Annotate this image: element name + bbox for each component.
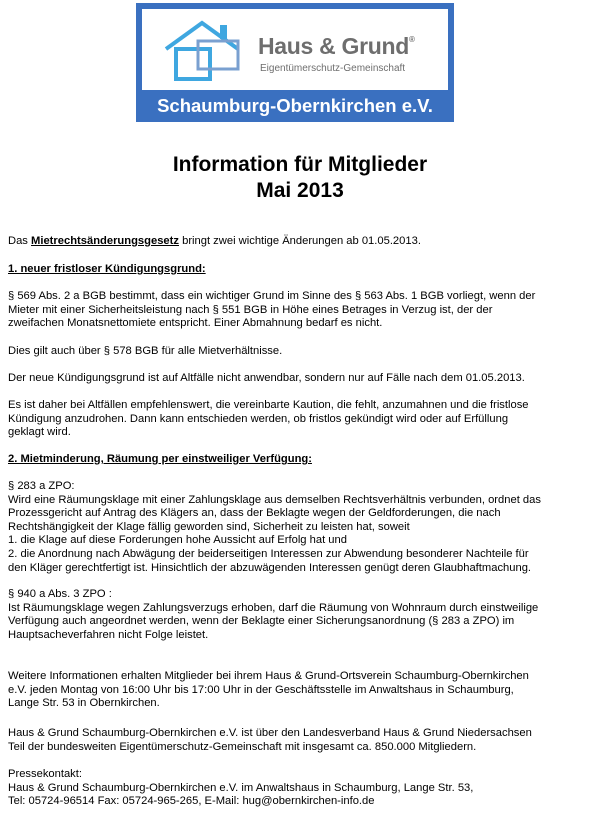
law-name: Mietrechtsänderungsgesetz [31,235,179,247]
text-line: Prozessgericht auf Antrag des Klägers an, dass der Beklagte wegen der Geldforderungen, die nach [8,507,501,520]
section2-paragraph-1 [8,480,593,575]
logo-brand: Haus & Grund® [258,33,415,59]
text-line: 2. die Anordnung nach Abwägung der beiderseitigen Interessen zur Abwendung besonderer Nachteile für [8,547,529,560]
text-line: Weitere Informationen erhalten Mitglieder bei ihrem Haus & Grund-Ortsverein Schaumburg-Obernkirchen [8,670,529,682]
page-title [0,152,600,204]
text-line: Hauptsacheverfahren nicht Folge leistet. [8,628,209,641]
logo-tagline: Eigentümerschutz-Gemeinschaft [260,63,406,74]
section1-paragraph-4 [8,399,593,440]
section1-paragraph-2: Dies gilt auch über § 578 BGB für alle Mietverhältnisse. [8,345,283,357]
association-paragraph [8,727,593,754]
text-line: Tel: 05724-96514 Fax: 05724-965-265, E-Mail: hug@obernkirchen-info.de [8,795,375,808]
section2-paragraph-2 [8,588,593,642]
section1-heading: 1. neuer fristloser Kündigungsgrund: [8,263,206,275]
intro-paragraph [8,235,593,249]
text-line: Lange Str. 53 in Obernkirchen. [8,697,160,710]
text-line: Es ist daher bei Altfällen empfehlenswert, die vereinbarte Kaution, die fehlt, anzumahnen und die fristlose [8,399,529,411]
section1-paragraph-1 [8,290,593,331]
organization-logo [136,3,454,122]
text-line: § 569 Abs. 2 a BGB bestimmt, dass ein wichtiger Grund im Sinne des § 563 Abs. 1 BGB vorliegt, wenn der [8,290,536,302]
text-line: § 283 a ZPO: [8,480,75,492]
text-line: Rechtshängigkeit der Klage fällig geworden sind, Sicherheit zu leisten hat, soweit [8,520,410,533]
text-line: Mieter mit einer Sicherheitsleistung nach § 551 BGB in Höhe eines Betrages in Verzug ist, der der [8,303,493,316]
text-line: Kündigung anzudrohen. Dann kann entschieden werden, ob fristlos gekündigt wird oder auf Erfüllung [8,412,509,425]
intro-prefix: Das [8,235,32,247]
logo-organization-name: Schaumburg-Obernkirchen e.V. [157,95,433,116]
text-line: Haus & Grund Schaumburg-Obernkirchen e.V. ist über den Landesverband Haus & Grund Niedersachsen [8,727,532,739]
text-line: Haus & Grund Schaumburg-Obernkirchen e.V. im Anwaltshaus in Schaumburg, Lange Str. 53, [8,781,474,794]
intro-suffix: bringt zwei wichtige Änderungen ab 01.05.2013. [178,235,421,247]
press-contact [8,768,593,809]
section2-heading: 2. Mietminderung, Räumung per einstweiliger Verfügung: [8,453,312,465]
text-line: zweifachen Monatsnettomiete entspricht. Einer Abmahnung bedarf es nicht. [8,317,383,330]
text-line: Verfügung auch angeordnet werden, wenn der Beklagte einer Sicherungsanordnung (§ 283 a ZPO) im [8,615,515,628]
text-line: Pressekontakt: [8,768,82,780]
logo-top-panel [142,9,448,90]
info-paragraph [8,670,593,711]
text-line: Wird eine Räumungsklage mit einer Zahlungsklage aus demselben Rechtsverhältnis verbunden, ordnet das [8,493,541,506]
text-line: den Kläger gerechtfertigt ist. Hinsichtlich der abzuwägenden Interessen genügt deren Glaubhaftmachung. [8,561,532,574]
house-icon [162,19,254,85]
text-line: e.V. jeden Montag von 16:00 Uhr bis 17:00 Uhr in der Geschäftsstelle im Anwaltshaus in Schaumburg, [8,683,514,696]
text-line: § 940 a Abs. 3 ZPO : [8,588,112,600]
title-line-2: Mai 2013 [256,179,344,202]
title-line-1: Information für Mitglieder [172,153,428,176]
registered-mark: ® [409,35,415,44]
text-line: geklagt wird. [8,426,71,439]
text-line: 1. die Klage auf diese Forderungen hohe Aussicht auf Erfolg hat und [8,534,347,547]
section1-paragraph-3: Der neue Kündigungsgrund ist auf Altfälle nicht anwendbar, sondern nur auf Fälle nach dem 01.05.2013. [8,372,525,384]
text-line: Ist Räumungsklage wegen Zahlungsverzugs erhoben, darf die Räumung von Wohnraum durch einstweilige [8,601,539,614]
text-line: Teil der bundesweiten Eigentümerschutz-Gemeinschaft mit insgesamt ca. 850.000 Mitgliedern. [8,740,477,753]
